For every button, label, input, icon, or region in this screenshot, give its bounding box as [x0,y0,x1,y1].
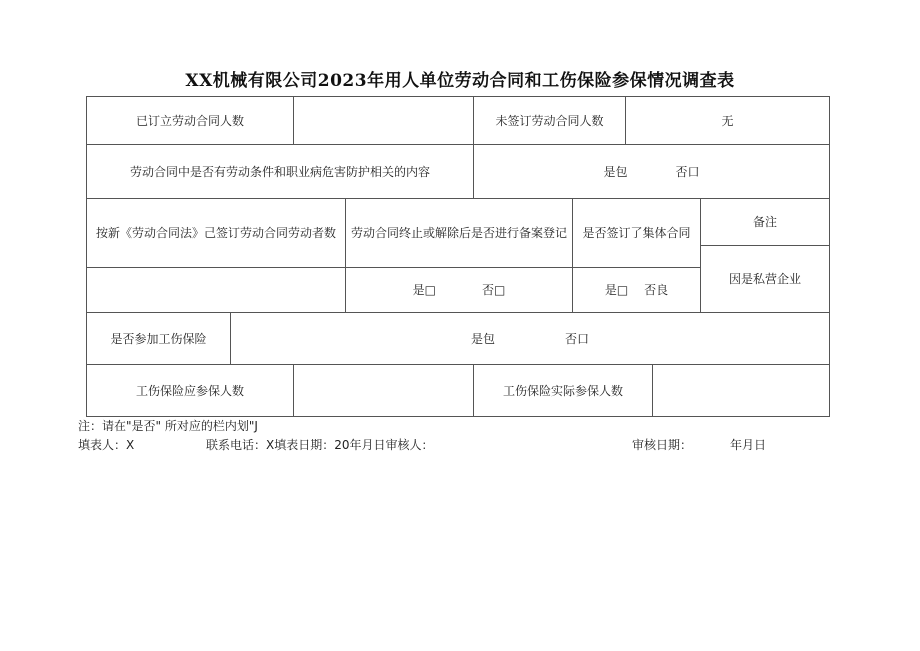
page-title: XX机械有限公司2023年用人单位劳动合同和工伤保险参保情况调查表 [185,71,735,91]
contact-label: 联系电话：X填表日期：20年月日审核人： [206,438,434,452]
injury-insurance-label: 是否参加工伤保险 [110,331,207,346]
remark-value: 因是私营企业 [728,272,801,286]
insured-should-value[interactable] [294,365,473,416]
filing-registration-options[interactable] [346,268,572,312]
unsigned-contracts-value[interactable]: 无 [721,113,734,128]
option-no[interactable]: 否良 [644,283,669,297]
filler-label: 填表人：X [78,438,135,452]
working-conditions-options[interactable] [474,145,829,198]
signed-contracts-value[interactable] [294,97,473,144]
signed-contracts-label: 已订立劳动合同人数 [135,113,244,128]
working-conditions-label: 劳动合同中是否有劳动条件和职业病危害防护相关的内容 [129,164,430,179]
footnote: 注：请在"是否" 所对应的栏内划"J [78,419,258,433]
new-law-contracts-value[interactable] [87,268,345,312]
filing-registration-label: 劳动合同终止或解除后是否进行备案登记 [350,226,567,240]
option-yes[interactable]: 是包 [470,331,495,346]
option-no[interactable]: 否口 [675,164,700,179]
review-date-label: 审核日期： [632,438,693,452]
option-yes[interactable]: 是□ [412,283,436,297]
insured-should-label: 工伤保险应参保人数 [135,383,244,398]
remark-label: 备注 [752,215,777,229]
unsigned-contracts-label: 未签订劳动合同人数 [495,113,604,128]
collective-contract-options[interactable] [573,268,700,312]
option-yes[interactable]: 是□ [604,283,629,297]
insured-actual-label: 工伤保险实际参保人数 [502,383,623,398]
injury-insurance-options[interactable] [231,313,829,364]
collective-contract-label: 是否签订了集体合同 [582,226,691,240]
table-border-right [829,96,830,417]
insured-actual-value[interactable] [653,365,829,416]
review-date-value: 年月日 [730,438,767,452]
option-no[interactable]: 否□ [482,283,506,297]
new-law-contracts-label: 按新《劳动合同法》己签订劳动合同劳动者数 [95,226,336,240]
option-no[interactable]: 否口 [565,331,590,346]
option-yes[interactable]: 是包 [603,164,628,179]
